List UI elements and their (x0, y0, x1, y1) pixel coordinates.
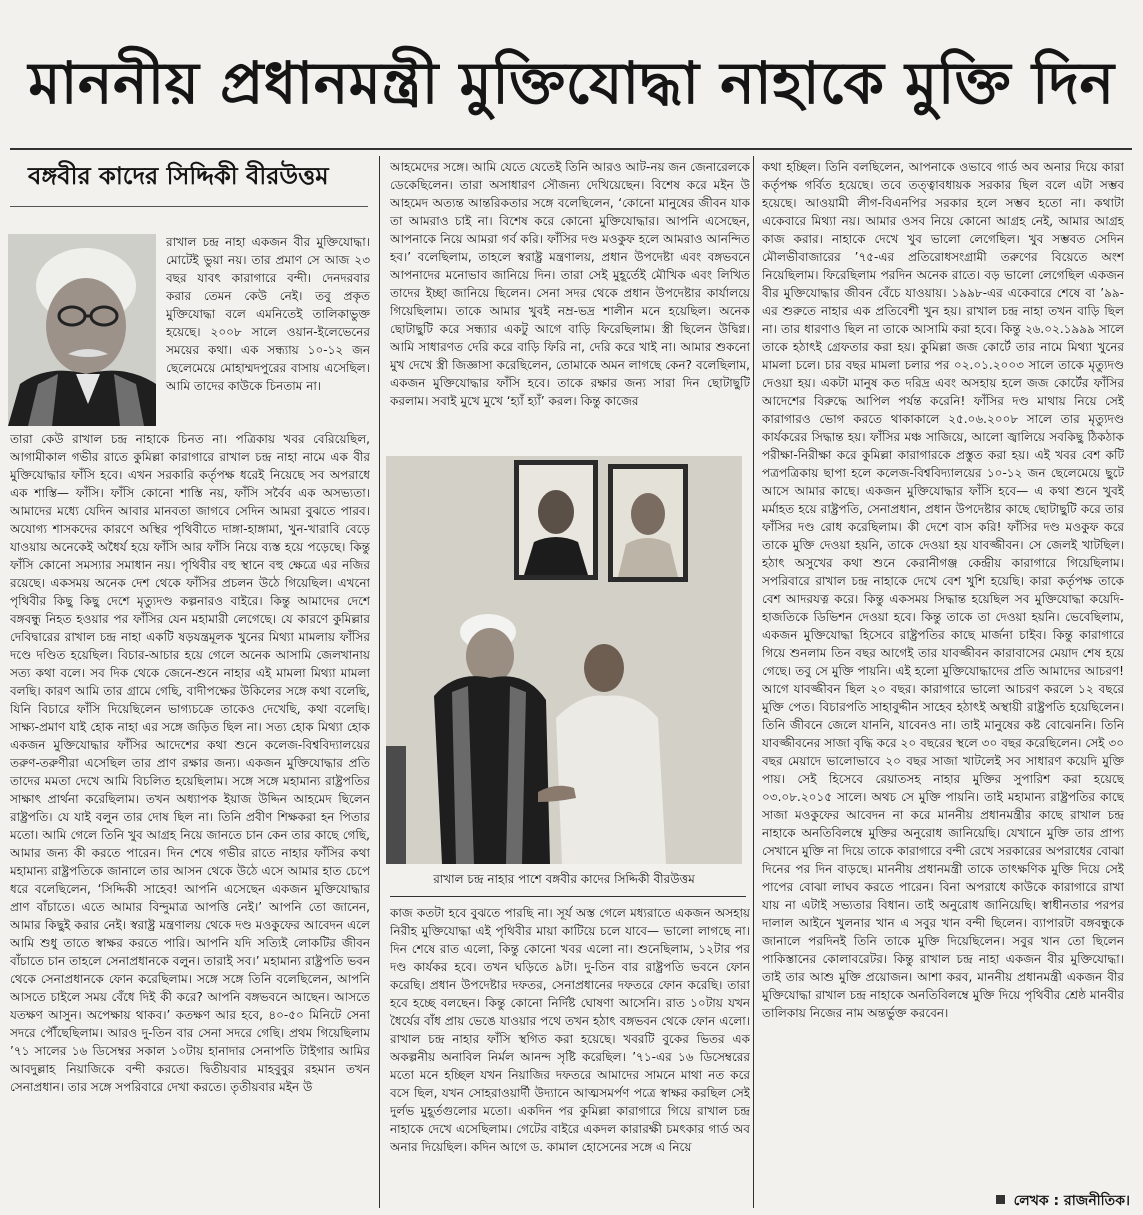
author-label: লেখক : (1013, 1193, 1060, 1209)
article-paragraph: আহমেদের সঙ্গে। আমি যেতে যেতেই তিনি আরও আট-নয় জন জেনারেলকে ডেকেছিলেন। তারা অসাধারণ সৌজন্য দেখিয়েছেন। বিশেষ করে মইন উ আহমেদ অত্যন্ত আন্তরিকতার সঙ্গে বলেছিলেন, ‘কোনো মানুষের জীবন যাক তা আমরাও চাই না। বিশেষ করে কোনো মুক্তিযোদ্ধার। আপনি এসেছেন, আপনাকে নিয়ে আমরা গর্ব করি। ফাঁসির দণ্ড মওকুফ হলে আমরাও আনন্দিত হব।’ বলেছিলাম, তাহলে স্বরাষ্ট্র মন্ত্রণালয়, প্রধান উপদেষ্টা এবং বঙ্গভবনে আপনাদের মনোভাব জানিয়ে দিন। তারা সেই মুহূর্তেই মৌখিক এবং লিখিত তাদের ইচ্ছা জানিয়ে ছিলেন। সেনা সদর থেকে প্রধান উপদেষ্টার কার্যালয়ে গিয়েছিলাম। তাকে আমার খুবই নম্র-ভদ্র শালীন মনে হয়েছিল। অনেক ছোটাছুটি করে সন্ধ্যার একটু আগে বাড়ি ফিরেছিলাম। স্ত্রী ছিলেন উদ্বিগ্ন। আমি সাধারণত দেরি করে বাড়ি ফিরি না, দেরি করে খাই না। আমার শুকনো মুখ দেখে স্ত্রী জিজ্ঞাসা করেছিলেন, তোমাকে অমন লাগছে কেন? বলেছিলাম, একজন মুক্তিযোদ্ধার ফাঁসি হবে। তাকে রক্ষার জন্য সারা দিন ছোটাছুটি করলাম। সবাই মুখে মুখে ‘হ্যাঁ হ্যাঁ’ করল। কিন্তু কাজের (390, 160, 750, 408)
caption-rule (390, 896, 746, 897)
author-role: রাজনীতিক। (1064, 1193, 1130, 1209)
headline: মাননীয় প্রধানমন্ত্রী মুক্তিযোদ্ধা নাহাকে মুক্তি দিন (28, 49, 1115, 117)
column-divider-2 (753, 156, 754, 1208)
column-divider-1 (379, 156, 380, 1208)
article-paragraph: কথা হচ্ছিল। তিনি বলছিলেন, আপনাকে ওভাবে গার্ড অব অনার দিয়ে কারা কর্তৃপক্ষ গর্বিত হয়েছে। তবে তত্ত্বাবধায়ক সরকার ছিল বলে এটা সম্ভব হয়েছে। আওয়ামী লীগ-বিএনপির সরকার হলে সম্ভব হতো না। কথাটা একেবারে মিথ্যা নয়। আমার ওসব নিয়ে কোনো আগ্রহ নেই, আমার আগ্রহ কাজ করার। নাহাকে দেখে খুব ভালো লেগেছিল। খুব সম্ভবত সেদিন মৌলভীবাজারের ’৭৫-এর প্রতিরোধসংগ্রামী তরুণের বিয়েতে অংশ নিয়েছিলাম। ফিরেছিলাম পরদিন অনেক রাতে। বড় ভালো লেগেছিল একজন বীর মুক্তিযোদ্ধার জীবন বেঁচে যাওয়ায়। ১৯৯৮-এর একেবারে শেষে বা ’৯৯-এর শুরুতে নাহার এক প্রতিবেশী খুন হয়। রাখাল চন্দ্র নাহা তখন বাড়ি ছিল না। তার ধারণাও ছিল না তাকে আসামি করা হবে। কিন্তু ২৬.০২.১৯৯৯ সালে তাকে হঠাৎই গ্রেফতার করা হয়। কুমিল্লা জজ কোর্টে তার নামে মিথ্যা খুনের মামলা চলে। চার বছর মামলা চলার পর ০২.০১.২০০৩ সালে তাকে মৃত্যুদণ্ড দেওয়া হয়। একটা মানুষ কত দরিদ্র এবং অসহায় হলে জজ কোর্টের ফাঁসির আদেশের বিরুদ্ধে আপিল পর্যন্ত করেনি! ফাঁসির দণ্ড মাথায় নিয়ে সেই কারাগারও ভোগ করতে থাকাকালে ২৫.০৬.২০০৮ সালে তার মৃত্যুদণ্ড কার্যকরের সিদ্ধান্ত হয়। ফাঁসির মঞ্চ সাজিয়ে, আলো জ্বালিয়ে সবকিছু ঠিকঠাক পরীক্ষা-নিরীক্ষা করে কুমিল্লা কারাগারকে প্রস্তুত করা হয়। এই খবর বেশ কটি পত্রপত্রিকায় ছাপা হলে কলেজ-বিশ্ববিদ্যালয়ের ১০-১২ জন ছেলেমেয়ে ছুটে আসে আমার কাছে। একজন মুক্তিযোদ্ধার ফাঁসি হবে— এ কথা শুনে খুবই মর্মাহত হয়ে রাষ্ট্রপতি, সেনাপ্রধান, প্রধান উপদেষ্টার কাছে ছোটাছুটি করে তার ফাঁসির দণ্ড রোধ করেছিলাম। কী দেশে বাস করি! ফাঁসির দণ্ড মওকুফ করে তাকে মুক্তি দেওয়া হয়নি, তাকে দেওয়া হয় যাবজ্জীবন। সে জেলই খাটছিল। হঠাৎ অসুখের কথা শুনে কেরানীগঞ্জ কেন্দ্রীয় কারাগারে গিয়েছিলাম। সপরিবারে রাখাল চন্দ্র নাহাকে দেখে বেশ খুশি হয়েছি। কারা কর্তৃপক্ষ তাকে বেশ আদরযত্ন করে। কিন্তু একসময় সিদ্ধান্ত হয়েছিল সব মুক্তিযোদ্ধা কয়েদি-হাজতিকে ডিভিশন দেওয়া হবে। কিন্তু তাকে তা দেওয়া হয়নি। ভেবেছিলাম, একজন মুক্তিযোদ্ধা হিসেবে রাষ্ট্রপতির কাছে মার্জনা চাইব। কিন্তু কারাগারে গিয়ে শুনলাম তিন বছর আগেই তার যাবজ্জীবন কারাবাসের মেয়াদ শেষ হয়ে গেছে। তবু সে মুক্তি পায়নি। এই হলো মুক্তিযোদ্ধাদের প্রতি আমাদের আচরণ! আগে যাবজ্জীবন ছিল ২০ বছর। কারাগারে ভালো আচরণ করলে ১২ বছরে মুক্তি পেত। বিচারপতি সাহাবুদ্দীন সাহেব হঠাৎই অস্থায়ী রাষ্ট্রপতি হয়েছিলেন। তিনি জীবনে জেলে যাননি, যাবেনও না। তাই মানুষের কষ্ট বোঝেননি। তিনি যাবজ্জীবনের সাজা বৃদ্ধি করে ২০ বছরের স্থলে ৩০ বছর করেছিলেন। সেই ৩০ বছর মেয়াদে ভালোভাবে ২০ বছর সাজা খাটলেই সব সাধারণ কয়েদি মুক্তি পায়। সেই হিসেবে রেয়াতসহ নাহার মুক্তির সুপারিশ করা হয়েছে ০৩.০৮.২০১৫ সালে। অথচ সে মুক্তি পায়নি। তাই মহামান্য রাষ্ট্রপতির কাছে সাজা মওকুফের আবেদন না করে মাননীয় প্রধানমন্ত্রীর কাছে রাখাল চন্দ্র নাহাকে অনতিবিলম্বে মুক্তির অনুরোধ জানিয়েছি। যেখানে মুক্তি তার প্রাপ্য সেখানে মুক্তি না দিয়ে তাকে কারাগারে বন্দী রেখে সরকারের অপরাধের বোঝা দিনের পর দিন বাড়ছে। মাননীয় প্রধানমন্ত্রী তাকে তাৎক্ষণিক মুক্তি দিয়ে সেই পাপের বোঝা লাঘব করতে পারেন। বিনা অপরাধে কাউকে কারাগারে রাখা যায় না এটাই সভ্যতার বিধান। তাই অনুরোধ জানিয়েছি। স্বাধীনতার পরপর দালাল আইনে খুলনার খান এ সবুর খান বন্দী ছিলেন। ব্যাপারটা বঙ্গবন্ধুকে জানালে পরদিনই তিনি তাকে মুক্তি দিয়েছিলেন। সবুর খান তো ছিলেন পাকিস্তানের কোলাবরেটর। কিন্তু রাখাল চন্দ্র নাহা একজন বীর মুক্তিযোদ্ধা। তাই তার আশু মুক্তি প্রয়োজন। আশা করব, মাননীয় প্রধানমন্ত্রী একজন বীর মুক্তিযোদ্ধা রাখাল চন্দ্র নাহাকে অনতিবিলম্বে মুক্তি দিয়ে পৃথিবীর শ্রেষ্ঠ মানবীর তালিকায় নিজের নাম অন্তর্ভুক্ত করবেন। (762, 160, 1124, 1020)
author-byline: বঙ্গবীর কাদের সিদ্দিকী বীরউত্তম (28, 162, 329, 190)
headline-rule (10, 148, 1132, 150)
author-footnote (990, 1191, 1130, 1211)
photo-caption: রাখাল চন্দ্র নাহার পাশে বঙ্গবীর কাদের সিদ্দিকী বীরউত্তম (433, 872, 695, 886)
article-paragraph: কাজ কতটা হবে বুঝতে পারছি না। সূর্য অস্ত গেলে মধ্যরাতে একজন অসহায় নিরীহ মুক্তিযোদ্ধা এই পৃথিবীর মায়া কাটিয়ে চলে যাবে— ভালো লাগছে না। দিন শেষে রাত এলো, কিন্তু কোনো খবর এলো না। শুনেছিলাম, ১২টার পর দণ্ড কার্যকর হবে। তখন ঘড়িতে ৯টা। দু-তিন বার রাষ্ট্রপতি ভবনে ফোন করেছি। প্রধান উপদেষ্টার দফতর, সেনাপ্রধানের দফতরে ফোন করেছি। তারা হবে হচ্ছে বলছেন। কিন্তু কোনো নির্দিষ্ট ঘোষণা আসেনি। রাত ১০টায় যখন ধৈর্যের বাঁধ প্রায় ভেঙে যাওয়ার পথে তখন হঠাৎ বঙ্গভবন থেকে ফোন এলো। রাখাল চন্দ্র নাহার ফাঁসি স্থগিত করা হয়েছে। খবরটি বুকের ভিতর এক অকল্পনীয় অনাবিল নির্মল আনন্দ সৃষ্টি করেছিল। ’৭১-এর ১৬ ডিসেম্বরের মতো মনে হচ্ছিল যখন নিয়াজির দফতরে আমাদের সামনে মাথা নত করে বসে ছিল, যখন সোহরাওয়ার্দী উদ্যানে আত্মসমর্পণ পত্রে স্বাক্ষর করছিল সেই দুর্লভ মুহূর্তগুলোর মতো। একদিন পর কুমিল্লা কারাগারে গিয়ে রাখাল চন্দ্র নাহাকে দেখে এসেছিলাম। গেটের বাইরে একদল কারারক্ষী চমৎকার গার্ড অব অনার দিয়েছিল। কদিন আগে ড. কামাল হোসেনের সঙ্গে এ নিয়ে (390, 906, 750, 1154)
article-column-2-top (390, 158, 750, 448)
article-column-1-top (166, 233, 370, 429)
bullet-square-icon (996, 1195, 1005, 1204)
article-paragraph: তারা কেউ রাখাল চন্দ্র নাহাকে চিনত না। পত্রিকায় খবর বেরিয়েছিল, আগামীকাল গভীর রাতে কুমিল্লা কারাগারে রাখাল চন্দ্র নাহা নামে এক বীর মুক্তিযোদ্ধার ফাঁসি হবে। এখন সরকারি কর্তৃপক্ষ ধরেই নিয়েছে সব অপরাধে এক শাস্তি— ফাঁসি। ফাঁসি কোনো শাস্তি নয়, ফাঁসি সর্বৈব এক অসভ্যতা। আমাদের মধ্যে যেদিন আবার মানবতা জাগবে সেদিন আমরা বুঝতে পারব। অযোগ্য শাসকদের কারণে অস্থির পৃথিবীতে দাঙ্গা-হাঙ্গামা, খুন-খারাবি বেড়ে যাওয়ায় অনেকেই অধৈর্য হয়ে ফাঁসি আর ফাঁসি নিয়ে ব্যস্ত হয়ে পড়েছে। কিন্তু ফাঁসি কোনো সমস্যার সমাধান নয়। পৃথিবীর বহু স্থানে বহু ক্ষেত্রে এর নজির রয়েছে। একসময় অনেক দেশ থেকে ফাঁসির প্রচলন উঠে গিয়েছিল। এখনো পৃথিবীর কিছু কিছু দেশে মৃত্যুদণ্ড কল্পনারও বাইরে। কিন্তু আমাদের দেশে বঙ্গবন্ধু নিহত হওয়ার পর ফাঁসির যেন মহামারী লেগেছে। যে কারণে কুমিল্লার দেবিদ্বারের রাখাল চন্দ্র নাহা একটি ষড়যন্ত্রমূলক খুনের মিথ্যা মামলায় ফাঁসির দণ্ডে দণ্ডিত হয়েছিল। বিচার-আচার হয়ে গেলে অনেক আসামি জেলখানায় সত্য কথা বলে। সব দিক থেকে জেনে-শুনে নাহার এই মামলা মিথ্যা মামলা বলছি। কারণ আমি তার গ্রামে গেছি, বাদীপক্ষের উকিলের সঙ্গে কথা বলেছি, যিনি বিচারে ফাঁসি দিয়েছিলেন ভাগ্যচক্রে তাকেও দেখেছি, কথা বলেছি। সাক্ষ্য-প্রমাণ যাই হোক নাহা এর সঙ্গে জড়িত ছিল না। সত্য হোক মিথ্যা হোক একজন মুক্তিযোদ্ধার ফাঁসির আদেশের কথা শুনে কলেজ-বিশ্ববিদ্যালয়ের তরুণ-তরুণীরা এসেছিল তার প্রাণ রক্ষার জন্য। একজন মুক্তিযোদ্ধার প্রতি তাদের মমতা দেখে আমি বিচলিত হয়েছিলাম। সঙ্গে সঙ্গে মহামান্য রাষ্ট্রপতির সাক্ষাৎ প্রার্থনা করেছিলাম। তখন অধ্যাপক ইয়াজ উদ্দিন আহমেদ ছিলেন রাষ্ট্রপতি। যে যাই বলুন তার দোষ ছিল না। তিনি প্রবীণ শিক্ষকরা হন পিতার মতো। আমি গেলে তিনি খুব আগ্রহ নিয়ে জানতে চান কেন তার কাছে গেছি, আমার জন্য কী করতে পারেন। দিন শেষে গভীর রাতে নাহার ফাঁসির কথা মহামান্য রাষ্ট্রপতিকে জানালে তার আসন থেকে উঠে এসে আমার হাত চেপে ধরে বলেছিলেন, ‘সিদ্দিকী সাহেব! আপনি এসেছেন একজন মুক্তিযোদ্ধার প্রাণ বাঁচাতে। এতে আমার বিন্দুমাত্র আপত্তি নেই।’ আপনি তো জানেন, আমার কিছুই করার নেই। স্বরাষ্ট্র মন্ত্রণালয় থেকে দণ্ড মওকুফের আবেদন এলে আমি শুধু তাতে স্বাক্ষর করতে পারি। আপনি যদি সত্যিই লোকটির জীবন বাঁচাতে চান তাহলে সেনাপ্রধানকে বলুন। তারাই সব।’ মহামান্য রাষ্ট্রপতি ভবন থেকে সেনাপ্রধানকে ফোন করেছিলাম। সঙ্গে সঙ্গে তিনি বলেছিলেন, আপনি আসতে চাইলে সময় বেঁধে দিই কী করে? আপনি বঙ্গভবনে আছেন। আসতে যতক্ষণ আসুন। অপেক্ষায় থাকব।’ কতক্ষণ আর হবে, ৪০-৫০ মিনিটে সেনা সদরে পৌঁছেছিলাম। আরও দু-তিন বার সেনা সদরে গেছি। প্রথম গিয়েছিলাম ’৭১ সালের ১৬ ডিসেম্বর সকাল ১০টায় হানাদার সেনাপতি টাইগার আমির আবদুল্লাহ নিয়াজিকে বন্দী করতে। দ্বিতীয়বার মাহবুবুর রহমান তখন সেনাপ্রধান। তার সঙ্গে সপরিবারে দেখা করতে। তৃতীয়বার মইন উ (10, 432, 370, 1094)
byline-rule (10, 206, 368, 207)
article-column-1-bottom (10, 430, 370, 1206)
article-photo (386, 456, 742, 864)
article-paragraph: রাখাল চন্দ্র নাহা একজন বীর মুক্তিযোদ্ধা। মোটেই ভুয়া নয়। তার প্রমাণ সে আজ ২৩ বছর যাবৎ কারাগারে বন্দী। দেনদরবার করার তেমন কেউ নেই। তবু প্রকৃত মুক্তিযোদ্ধা বলে এমনিতেই তালিকাভুক্ত হয়েছে। ২০০৮ সালে ওয়ান-ইলেভেনের সময়ের কথা। এক সন্ধ্যায় ১০-১২ জন ছেলেমেয়ে মোহাম্মদপুরের বাসায় এসেছিল। আমি তাদের কাউকে চিনতাম না। (166, 235, 370, 393)
article-column-3 (762, 158, 1124, 1188)
article-column-2-bottom (390, 904, 750, 1212)
author-portrait (8, 234, 156, 426)
